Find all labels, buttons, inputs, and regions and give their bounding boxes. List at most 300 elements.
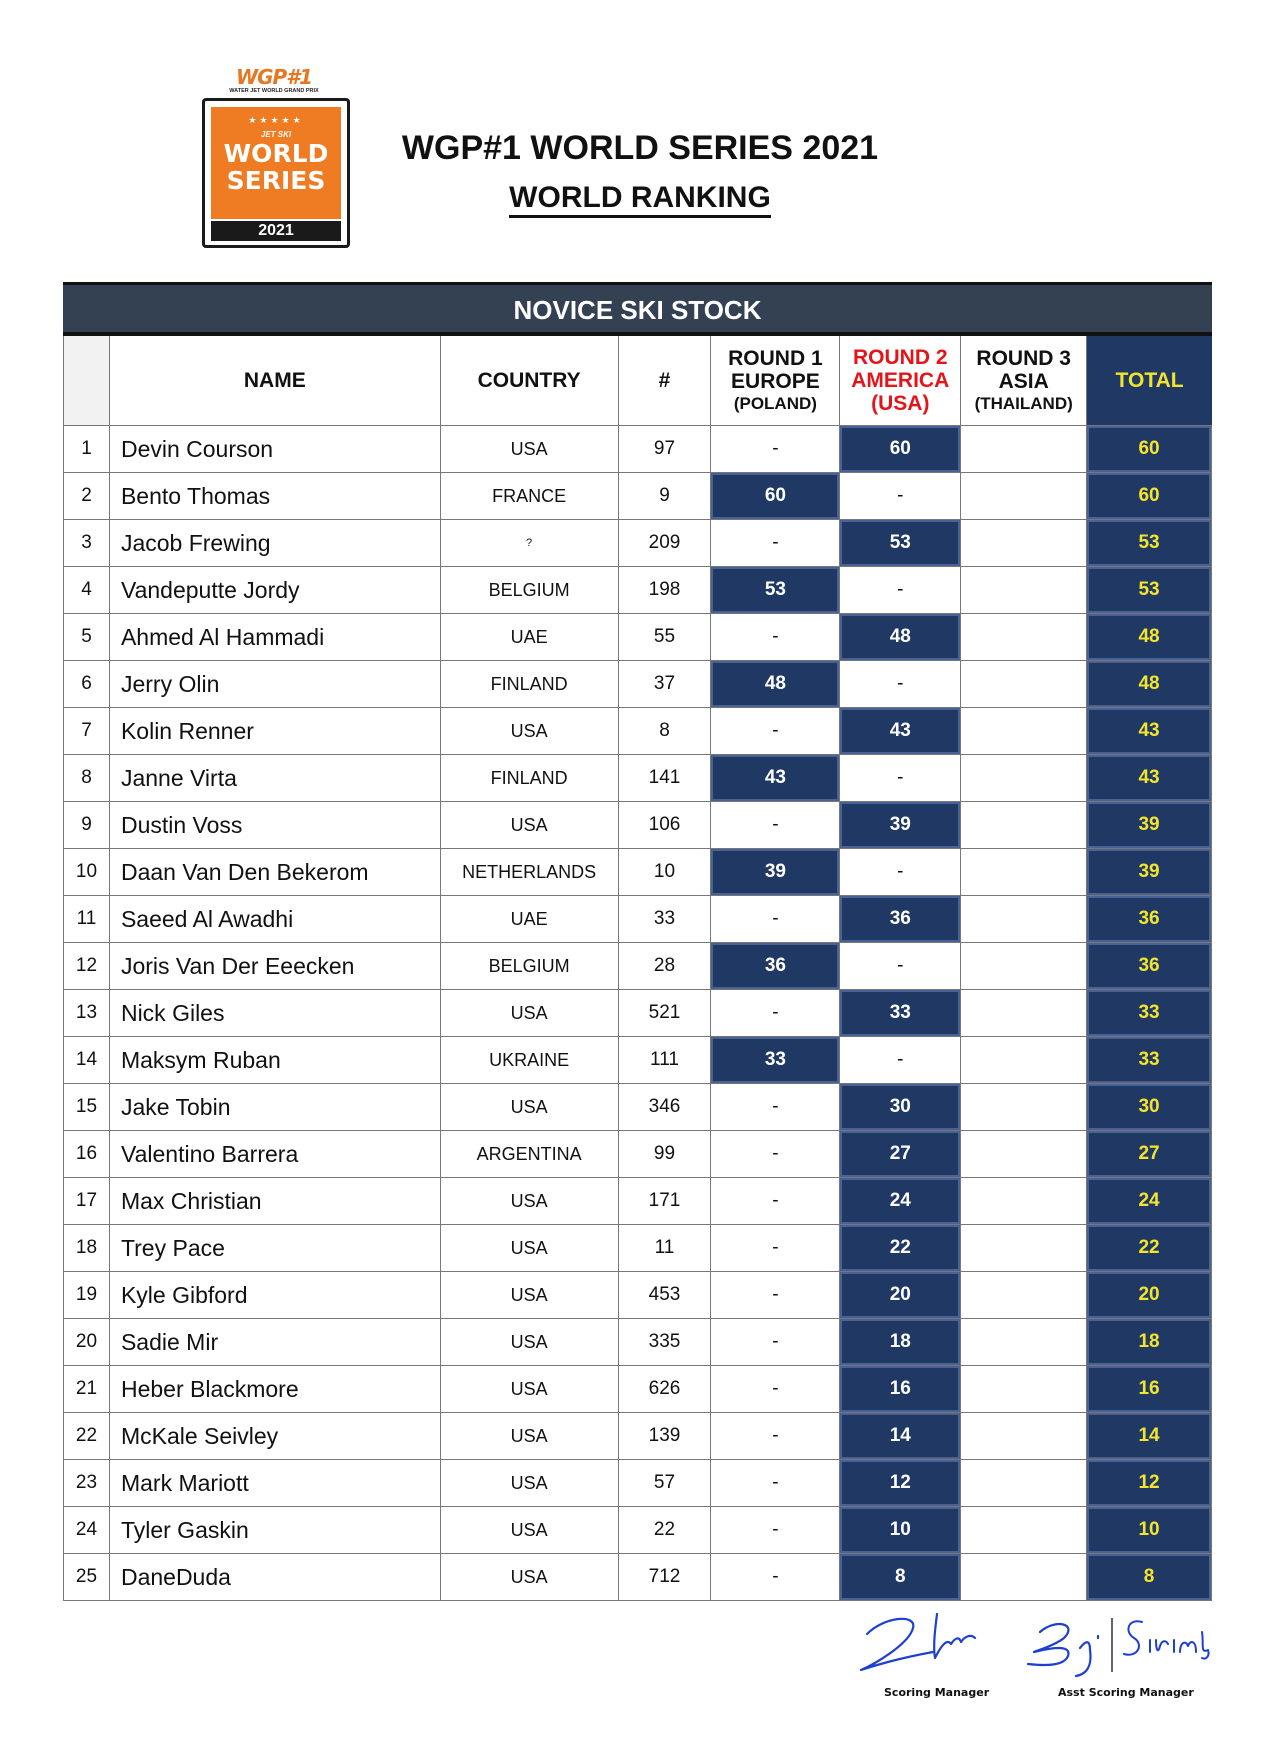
rank-cell: 16 xyxy=(64,1131,110,1177)
header-round1 xyxy=(711,336,840,425)
total-cell xyxy=(1087,849,1212,895)
total-cell xyxy=(1087,1366,1212,1412)
round1-cell: - xyxy=(711,1554,840,1600)
header-country xyxy=(441,336,619,425)
round3-cell xyxy=(961,1272,1087,1318)
round1-cell: - xyxy=(711,1507,840,1553)
total-cell xyxy=(1087,426,1212,472)
round2-cell: - xyxy=(840,661,961,707)
country-cell: NETHERLANDS xyxy=(441,849,619,895)
logo-brand-text: WGP#1 xyxy=(236,65,312,89)
country-cell: USA xyxy=(441,1319,619,1365)
round1-cell: - xyxy=(711,896,840,942)
round1-cell: - xyxy=(711,1131,840,1177)
name-cell: Tyler Gaskin xyxy=(110,1507,441,1553)
country-cell: ARGENTINA xyxy=(441,1131,619,1177)
round3-cell xyxy=(961,426,1087,472)
name-cell: Bento Thomas xyxy=(110,473,441,519)
number-cell: 139 xyxy=(619,1413,712,1459)
table-row xyxy=(63,1319,1212,1366)
number-cell: 521 xyxy=(619,990,712,1036)
round2-cell xyxy=(840,802,961,848)
round1-cell-value: 53 xyxy=(711,567,839,613)
rank-cell: 14 xyxy=(64,1037,110,1083)
total-cell-value: 18 xyxy=(1087,1319,1211,1365)
round3-cell xyxy=(961,896,1087,942)
round3-cell xyxy=(961,473,1087,519)
round2-cell xyxy=(840,1413,961,1459)
total-cell xyxy=(1087,1319,1212,1365)
header-round3 xyxy=(961,336,1087,425)
table-row xyxy=(63,567,1212,614)
total-cell xyxy=(1087,990,1212,1036)
total-cell-value: 43 xyxy=(1087,708,1211,754)
table-row xyxy=(63,1460,1212,1507)
name-cell: Joris Van Der Eeecken xyxy=(110,943,441,989)
country-cell: USA xyxy=(441,1413,619,1459)
name-cell: Nick Giles xyxy=(110,990,441,1036)
round2-cell-value: 16 xyxy=(840,1366,960,1412)
round1-cell-value: 33 xyxy=(711,1037,839,1083)
header-round3-line3: (THAILAND) xyxy=(974,394,1073,413)
header-round2-line1: ROUND 2 xyxy=(853,346,948,369)
total-cell-value: 36 xyxy=(1087,896,1211,942)
rank-cell: 2 xyxy=(64,473,110,519)
name-cell: Saeed Al Awadhi xyxy=(110,896,441,942)
name-cell: Maksym Ruban xyxy=(110,1037,441,1083)
page-subtitle xyxy=(490,180,790,216)
round2-cell-value: 60 xyxy=(840,426,960,472)
country-cell: FRANCE xyxy=(441,473,619,519)
country-cell: FINLAND xyxy=(441,661,619,707)
total-cell xyxy=(1087,1225,1212,1271)
round3-cell xyxy=(961,755,1087,801)
rank-cell: 5 xyxy=(64,614,110,660)
number-cell: 99 xyxy=(619,1131,712,1177)
table-row xyxy=(63,1131,1212,1178)
total-cell xyxy=(1087,708,1212,754)
country-cell: USA xyxy=(441,1084,619,1130)
total-cell-value: 16 xyxy=(1087,1366,1211,1412)
asst-scoring-manager-caption: Asst Scoring Manager xyxy=(1058,1686,1194,1699)
rank-cell: 4 xyxy=(64,567,110,613)
rank-cell: 12 xyxy=(64,943,110,989)
round2-cell: - xyxy=(840,755,961,801)
round1-cell: - xyxy=(711,802,840,848)
country-cell: BELGIUM xyxy=(441,943,619,989)
total-cell-value: 20 xyxy=(1087,1272,1211,1318)
round3-cell xyxy=(961,614,1087,660)
round3-cell xyxy=(961,802,1087,848)
name-cell: Ahmed Al Hammadi xyxy=(110,614,441,660)
table-row xyxy=(63,943,1212,990)
round3-cell xyxy=(961,567,1087,613)
rank-cell: 19 xyxy=(64,1272,110,1318)
total-cell-value: 60 xyxy=(1087,426,1211,472)
round2-cell-value: 8 xyxy=(840,1554,960,1600)
round2-cell-value: 33 xyxy=(840,990,960,1036)
header-name-label: NAME xyxy=(243,369,306,392)
total-cell-value: 12 xyxy=(1087,1460,1211,1506)
rank-cell: 24 xyxy=(64,1507,110,1553)
round3-cell xyxy=(961,849,1087,895)
table-row xyxy=(63,426,1212,473)
round3-cell xyxy=(961,1507,1087,1553)
number-cell: 335 xyxy=(619,1319,712,1365)
total-cell xyxy=(1087,1554,1212,1600)
round2-cell xyxy=(840,1272,961,1318)
round1-cell xyxy=(711,473,840,519)
number-cell: 141 xyxy=(619,755,712,801)
round1-cell: - xyxy=(711,1366,840,1412)
round3-cell xyxy=(961,520,1087,566)
table-row xyxy=(63,990,1212,1037)
number-cell: 106 xyxy=(619,802,712,848)
round1-cell: - xyxy=(711,1460,840,1506)
name-cell: Valentino Barrera xyxy=(110,1131,441,1177)
table-row xyxy=(63,1225,1212,1272)
total-cell-value: 39 xyxy=(1087,802,1211,848)
total-cell xyxy=(1087,567,1212,613)
name-cell: Jerry Olin xyxy=(110,661,441,707)
number-cell: 9 xyxy=(619,473,712,519)
round2-cell-value: 24 xyxy=(840,1178,960,1224)
header-name xyxy=(110,336,441,425)
number-cell: 33 xyxy=(619,896,712,942)
total-cell-value: 24 xyxy=(1087,1178,1211,1224)
country-cell: USA xyxy=(441,990,619,1036)
rank-cell: 10 xyxy=(64,849,110,895)
wgp-world-series-logo xyxy=(198,66,350,246)
round1-cell xyxy=(711,567,840,613)
total-cell-value: 14 xyxy=(1087,1413,1211,1459)
logo-badge-small: JET SKI xyxy=(260,130,292,139)
table-row xyxy=(63,1507,1212,1554)
round2-cell-value: 43 xyxy=(840,708,960,754)
total-cell-value: 30 xyxy=(1087,1084,1211,1130)
rank-cell: 20 xyxy=(64,1319,110,1365)
page-title: WGP#1 WORLD SERIES 2021 xyxy=(401,129,879,167)
total-cell-value: 53 xyxy=(1087,567,1211,613)
table-row xyxy=(63,1366,1212,1413)
page-subtitle-text: WORLD RANKING xyxy=(509,181,771,218)
round1-cell: - xyxy=(711,1225,840,1271)
number-cell: 11 xyxy=(619,1225,712,1271)
asst-scoring-manager-signature xyxy=(1020,1610,1220,1680)
total-cell-value: 8 xyxy=(1087,1554,1211,1600)
logo-badge-orange xyxy=(211,107,341,219)
country-cell: USA xyxy=(441,1178,619,1224)
rank-cell: 18 xyxy=(64,1225,110,1271)
round1-cell: - xyxy=(711,426,840,472)
round2-cell: - xyxy=(840,943,961,989)
number-cell: 453 xyxy=(619,1272,712,1318)
round3-cell xyxy=(961,1178,1087,1224)
round2-cell xyxy=(840,1319,961,1365)
round2-cell xyxy=(840,896,961,942)
logo-stars-icon: ★★★★★ xyxy=(248,115,304,125)
header-round1-line3: (POLAND) xyxy=(733,394,817,413)
table-row xyxy=(63,1272,1212,1319)
name-cell: Mark Mariott xyxy=(110,1460,441,1506)
total-cell xyxy=(1087,943,1212,989)
country-cell: USA xyxy=(441,708,619,754)
rank-cell: 13 xyxy=(64,990,110,1036)
header-total xyxy=(1087,336,1212,425)
round3-cell xyxy=(961,708,1087,754)
round1-cell xyxy=(711,755,840,801)
round2-cell-value: 36 xyxy=(840,896,960,942)
name-cell: Sadie Mir xyxy=(110,1319,441,1365)
round1-cell xyxy=(711,1037,840,1083)
header-round2-line3: (USA) xyxy=(871,392,930,415)
country-cell: USA xyxy=(441,802,619,848)
header-number xyxy=(619,336,712,425)
rank-cell: 21 xyxy=(64,1366,110,1412)
rank-cell: 22 xyxy=(64,1413,110,1459)
country-cell: UKRAINE xyxy=(441,1037,619,1083)
round2-cell xyxy=(840,1084,961,1130)
name-cell: Kolin Renner xyxy=(110,708,441,754)
number-cell: 111 xyxy=(619,1037,712,1083)
total-cell-value: 60 xyxy=(1087,473,1211,519)
table-row xyxy=(63,1413,1212,1460)
total-cell xyxy=(1087,1507,1212,1553)
round1-cell: - xyxy=(711,1084,840,1130)
round2-cell-value: 30 xyxy=(840,1084,960,1130)
round2-cell xyxy=(840,1460,961,1506)
country-cell: USA xyxy=(441,426,619,472)
round3-cell xyxy=(961,1131,1087,1177)
round2-cell-value: 22 xyxy=(840,1225,960,1271)
round3-cell xyxy=(961,1319,1087,1365)
country-cell: USA xyxy=(441,1225,619,1271)
total-cell xyxy=(1087,1272,1212,1318)
name-cell: DaneDuda xyxy=(110,1554,441,1600)
total-cell xyxy=(1087,614,1212,660)
name-cell: Jacob Frewing xyxy=(110,520,441,566)
name-cell: Vandeputte Jordy xyxy=(110,567,441,613)
rank-cell: 15 xyxy=(64,1084,110,1130)
round2-cell: - xyxy=(840,473,961,519)
name-cell: Dustin Voss xyxy=(110,802,441,848)
total-cell-value: 33 xyxy=(1087,1037,1211,1083)
table-row xyxy=(63,614,1212,661)
round1-cell-value: 43 xyxy=(711,755,839,801)
name-cell: Daan Van Den Bekerom xyxy=(110,849,441,895)
round3-cell xyxy=(961,943,1087,989)
rank-cell: 6 xyxy=(64,661,110,707)
header-round2 xyxy=(840,336,961,425)
number-cell: 346 xyxy=(619,1084,712,1130)
scoring-manager-caption: Scoring Manager xyxy=(884,1686,990,1699)
table-row xyxy=(63,755,1212,802)
total-cell xyxy=(1087,802,1212,848)
number-cell: 712 xyxy=(619,1554,712,1600)
scoring-manager-signature xyxy=(855,1600,985,1678)
total-cell-value: 10 xyxy=(1087,1507,1211,1553)
rank-cell: 23 xyxy=(64,1460,110,1506)
country-cell: USA xyxy=(441,1272,619,1318)
logo-badge-line1: WORLD xyxy=(223,139,329,168)
round2-cell-value: 53 xyxy=(840,520,960,566)
round1-cell-value: 36 xyxy=(711,943,839,989)
logo-brand-mark xyxy=(218,66,330,96)
round1-cell-value: 60 xyxy=(711,473,839,519)
total-cell xyxy=(1087,520,1212,566)
number-cell: 55 xyxy=(619,614,712,660)
table-row xyxy=(63,708,1212,755)
number-cell: 209 xyxy=(619,520,712,566)
ranking-table xyxy=(63,282,1212,1601)
table-row xyxy=(63,1037,1212,1084)
round2-cell: - xyxy=(840,849,961,895)
name-cell: Heber Blackmore xyxy=(110,1366,441,1412)
total-cell-value: 22 xyxy=(1087,1225,1211,1271)
round1-cell-value: 48 xyxy=(711,661,839,707)
rank-cell: 3 xyxy=(64,520,110,566)
total-cell xyxy=(1087,1178,1212,1224)
round2-cell-value: 10 xyxy=(840,1507,960,1553)
total-cell-value: 48 xyxy=(1087,661,1211,707)
category-banner: NOVICE SKI STOCK xyxy=(63,282,1212,336)
total-cell xyxy=(1087,755,1212,801)
rank-cell: 1 xyxy=(64,426,110,472)
number-cell: 8 xyxy=(619,708,712,754)
total-cell xyxy=(1087,1131,1212,1177)
rank-cell: 11 xyxy=(64,896,110,942)
logo-badge-line2: SERIES xyxy=(226,166,326,195)
round3-cell xyxy=(961,990,1087,1036)
name-cell: Max Christian xyxy=(110,1178,441,1224)
number-cell: 97 xyxy=(619,426,712,472)
name-cell: McKale Seivley xyxy=(110,1413,441,1459)
header-total-label: TOTAL xyxy=(1115,369,1184,392)
country-cell: FINLAND xyxy=(441,755,619,801)
number-cell: 10 xyxy=(619,849,712,895)
round2-cell xyxy=(840,990,961,1036)
country-cell: BELGIUM xyxy=(441,567,619,613)
table-row xyxy=(63,1178,1212,1225)
table-row xyxy=(63,520,1212,567)
round2-cell xyxy=(840,1554,961,1600)
number-cell: 37 xyxy=(619,661,712,707)
header-round3-line1: ROUND 3 xyxy=(976,347,1071,370)
round1-cell-value: 39 xyxy=(711,849,839,895)
round3-cell xyxy=(961,1554,1087,1600)
round3-cell xyxy=(961,1037,1087,1083)
number-cell: 626 xyxy=(619,1366,712,1412)
table-row xyxy=(63,802,1212,849)
total-cell-value: 43 xyxy=(1087,755,1211,801)
round2-cell-value: 39 xyxy=(840,802,960,848)
name-cell: Kyle Gibford xyxy=(110,1272,441,1318)
total-cell xyxy=(1087,473,1212,519)
country-cell: USA xyxy=(441,1366,619,1412)
total-cell-value: 36 xyxy=(1087,943,1211,989)
header-rank-cell xyxy=(64,336,110,425)
table-row xyxy=(63,849,1212,896)
country-cell: USA xyxy=(441,1460,619,1506)
total-cell-value: 33 xyxy=(1087,990,1211,1036)
round3-cell xyxy=(961,1460,1087,1506)
name-cell: Janne Virta xyxy=(110,755,441,801)
table-row xyxy=(63,661,1212,708)
name-cell: Trey Pace xyxy=(110,1225,441,1271)
table-body xyxy=(63,426,1212,1601)
number-cell: 57 xyxy=(619,1460,712,1506)
total-cell-value: 27 xyxy=(1087,1131,1211,1177)
number-cell: 198 xyxy=(619,567,712,613)
name-cell: Devin Courson xyxy=(110,426,441,472)
country-cell: USA xyxy=(441,1554,619,1600)
round1-cell: - xyxy=(711,1272,840,1318)
table-row xyxy=(63,1554,1212,1601)
number-cell: 171 xyxy=(619,1178,712,1224)
header-number-label: # xyxy=(658,369,671,392)
round3-cell xyxy=(961,1413,1087,1459)
rank-cell: 7 xyxy=(64,708,110,754)
rank-cell: 9 xyxy=(64,802,110,848)
round3-cell xyxy=(961,1366,1087,1412)
header-round3-line2: ASIA xyxy=(998,370,1049,393)
country-cell: USA xyxy=(441,1507,619,1553)
round2-cell-value: 18 xyxy=(840,1319,960,1365)
header-round1-line2: EUROPE xyxy=(731,370,820,393)
table-row xyxy=(63,1084,1212,1131)
round1-cell: - xyxy=(711,1413,840,1459)
total-cell xyxy=(1087,896,1212,942)
number-cell: 28 xyxy=(619,943,712,989)
total-cell-value: 48 xyxy=(1087,614,1211,660)
round1-cell xyxy=(711,849,840,895)
logo-badge-year: 2021 xyxy=(211,221,341,241)
round1-cell: - xyxy=(711,520,840,566)
country-cell: UAE xyxy=(441,614,619,660)
round2-cell: - xyxy=(840,567,961,613)
round2-cell-value: 27 xyxy=(840,1131,960,1177)
round3-cell xyxy=(961,1084,1087,1130)
round2-cell xyxy=(840,426,961,472)
round2-cell xyxy=(840,614,961,660)
round3-cell xyxy=(961,661,1087,707)
number-cell: 22 xyxy=(619,1507,712,1553)
round1-cell: - xyxy=(711,708,840,754)
round1-cell: - xyxy=(711,1178,840,1224)
name-cell: Jake Tobin xyxy=(110,1084,441,1130)
total-cell-value: 53 xyxy=(1087,520,1211,566)
round2-cell-value: 14 xyxy=(840,1413,960,1459)
total-cell xyxy=(1087,1084,1212,1130)
table-row xyxy=(63,896,1212,943)
logo-badge xyxy=(202,98,350,248)
round1-cell xyxy=(711,943,840,989)
round2-cell xyxy=(840,1131,961,1177)
header-round2-line2: AMERICA xyxy=(851,369,950,392)
round2-cell xyxy=(840,520,961,566)
logo-tagline: WATER JET WORLD GRAND PRIX xyxy=(229,88,319,94)
rank-cell: 17 xyxy=(64,1178,110,1224)
round2-cell-value: 48 xyxy=(840,614,960,660)
round2-cell xyxy=(840,1178,961,1224)
total-cell xyxy=(1087,1460,1212,1506)
round1-cell: - xyxy=(711,614,840,660)
round2-cell xyxy=(840,1225,961,1271)
round2-cell xyxy=(840,1366,961,1412)
round1-cell: - xyxy=(711,1319,840,1365)
total-cell xyxy=(1087,661,1212,707)
total-cell-value: 39 xyxy=(1087,849,1211,895)
